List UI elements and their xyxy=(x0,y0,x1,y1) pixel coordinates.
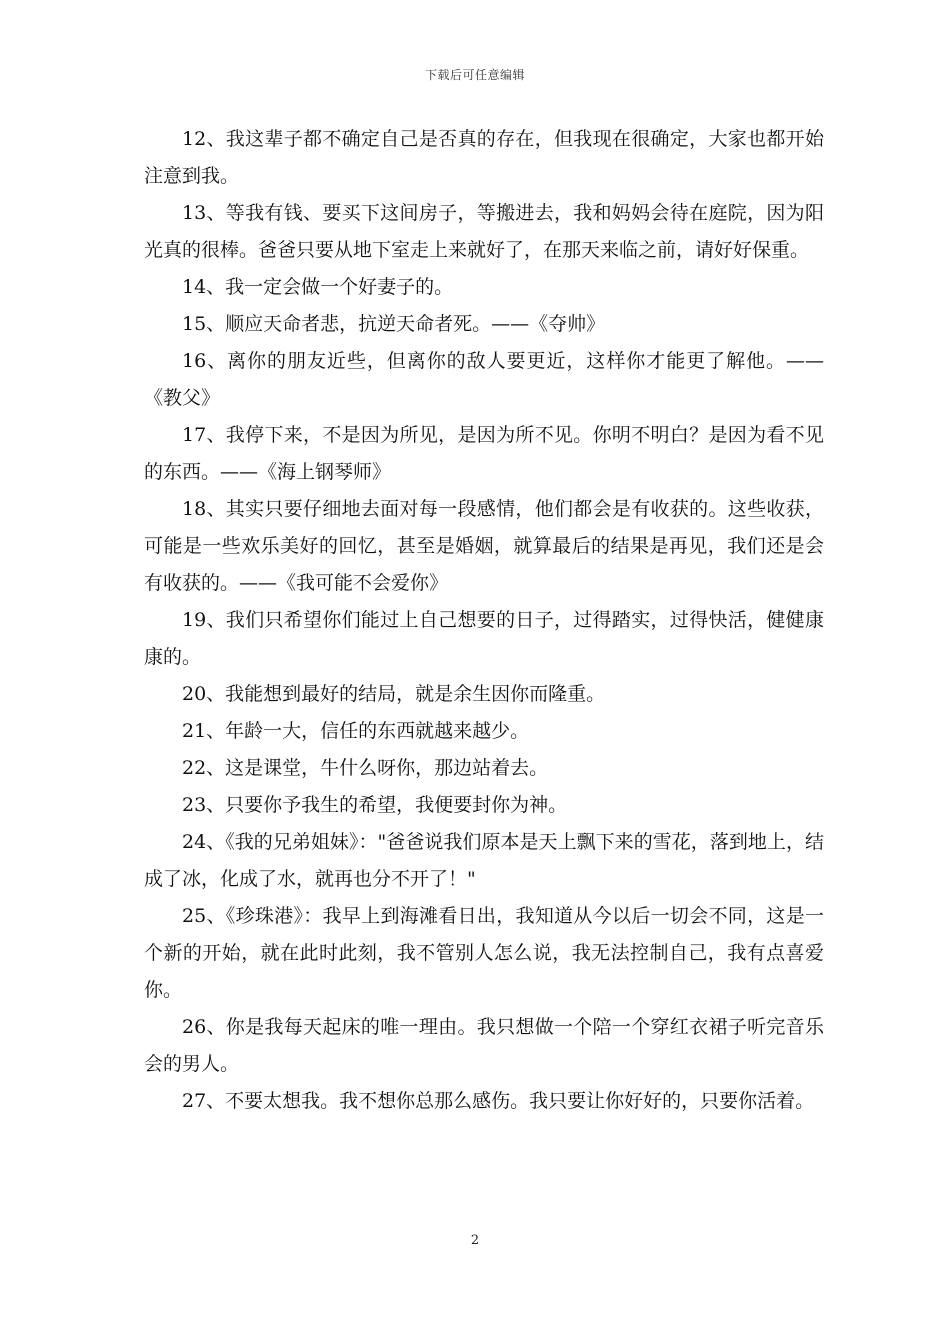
paragraph-21: 21、年龄一大，信任的东西就越来越少。 xyxy=(182,720,530,742)
page-header: 下载后可任意编辑 xyxy=(424,68,525,82)
paragraph-18: 18、其实只要仔细地去面对每一段感情，他们都会是有收获的。这些收获，可能是一些欢乐美好的回忆，甚至是婚姻，就算最后的结果是再见，我们还是会有收获的。——《我可能不会爱你》 xyxy=(144,498,824,594)
paragraph-22: 22、这是课堂，牛什么呀你，那边站着去。 xyxy=(182,757,549,779)
paragraph-15: 15、顺应天命者悲，抗逆天命者死。——《夺帅》 xyxy=(182,313,606,335)
paragraph-17: 17、我停下来，不是因为所见，是因为所不见。你明不明白？是因为看不见的东西。——《海上钢琴师》 xyxy=(144,424,824,483)
paragraph-26: 26、你是我每天起床的唯一理由。我只想做一个陪一个穿红衣裙子听完音乐会的男人。 xyxy=(144,1016,824,1075)
paragraph-20: 20、我能想到最好的结局，就是余生因你而隆重。 xyxy=(182,683,606,705)
document-body xyxy=(144,121,824,1120)
paragraph-19: 19、我们只希望你们能过上自己想要的日子，过得踏实，过得快活，健健康康的。 xyxy=(144,609,824,668)
paragraph-16: 16、离你的朋友近些，但离你的敌人要更近，这样你才能更了解他。——《教父》 xyxy=(144,350,824,409)
paragraph-13: 13、等我有钱、要买下这间房子，等搬进去，我和妈妈会待在庭院，因为阳光真的很棒。爸爸只要从地下室走上来就好了，在那天来临之前，请好好保重。 xyxy=(144,202,824,261)
paragraph-25: 25、《珍珠港》：我早上到海滩看日出，我知道从今以后一切会不同，这是一个新的开始，就在此时此刻，我不管别人怎么说，我无法控制自己，我有点喜爱你。 xyxy=(144,905,824,1001)
paragraph-24: 24、《我的兄弟姐妹》："爸爸说我们原本是天上飘下来的雪花，落到地上，结成了冰，化成了水，就再也分不开了！" xyxy=(144,831,824,890)
paragraph-23: 23、只要你予我生的希望，我便要封你为神。 xyxy=(182,794,568,816)
paragraph-27: 27、不要太想我。我不想你总那么感伤。我只要让你好好的，只要你活着。 xyxy=(182,1090,815,1112)
page-number: 2 xyxy=(470,1233,480,1248)
paragraph-12: 12、我这辈子都不确定自己是否真的存在，但我现在很确定，大家也都开始注意到我。 xyxy=(144,128,824,187)
paragraph-14: 14、我一定会做一个好妻子的。 xyxy=(182,276,454,298)
